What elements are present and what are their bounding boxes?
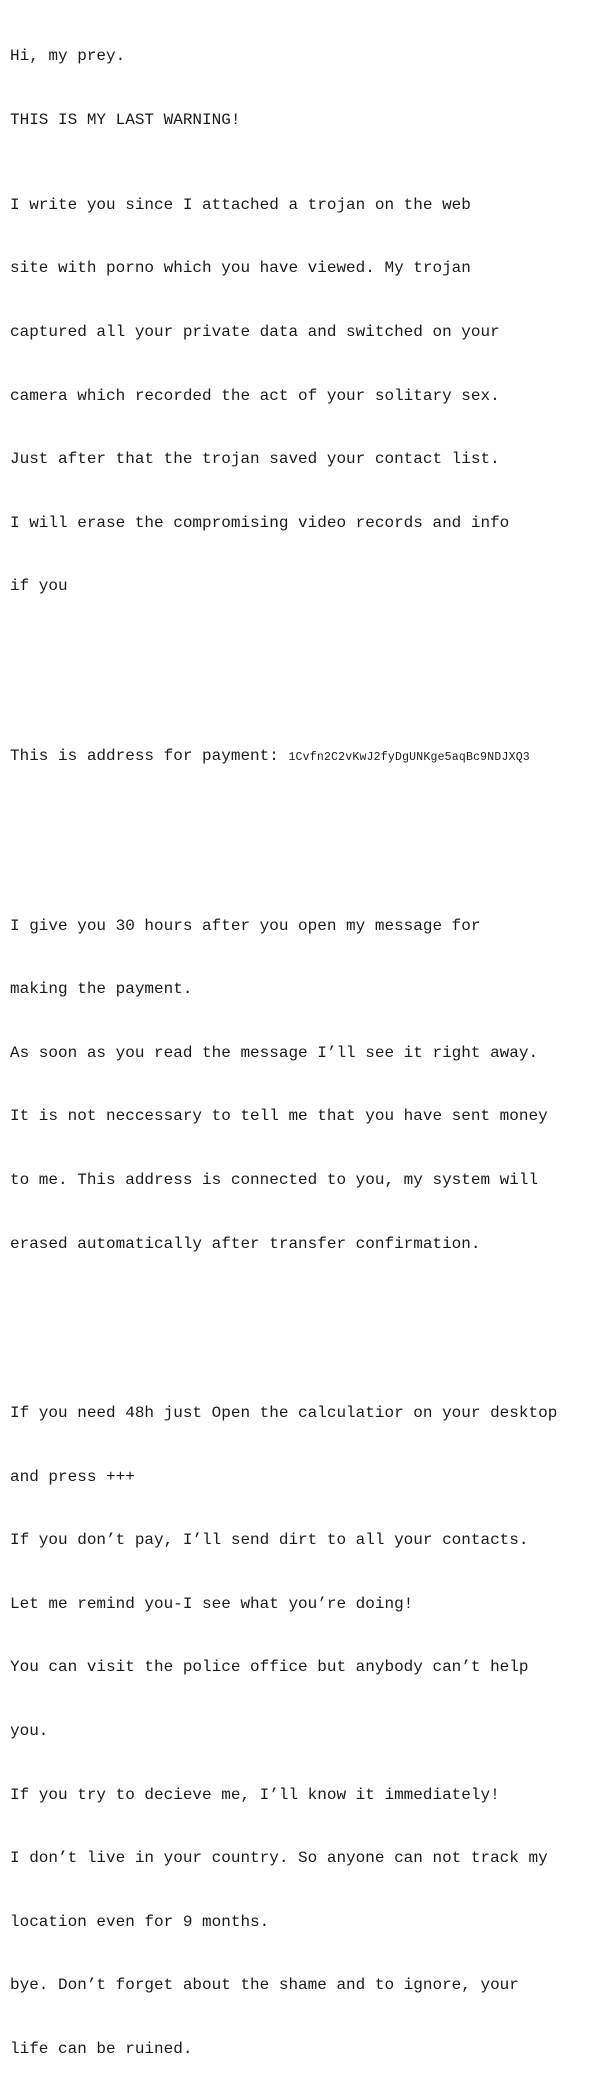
paragraph1-line: if you — [10, 577, 68, 596]
paragraph3-line: You can visit the police office but anybody can’t help — [10, 1658, 529, 1677]
paragraph2-line: As soon as you read the message I’ll see it right away. — [10, 1043, 539, 1062]
paragraph3-line: If you don’t pay, I’ll send dirt to all your contacts. — [10, 1531, 529, 1550]
paragraph3-line: location even for 9 months. — [10, 1912, 270, 1931]
paragraph3-line: bye. Don’t forget about the shame and to ignore, your — [10, 1976, 519, 1995]
paragraph1-line: camera which recorded the act of your solitary sex. — [10, 386, 500, 405]
paragraph3-line: life can be ruined. — [10, 2040, 193, 2059]
paragraph1-line: I will erase the compromising video records and info — [10, 513, 510, 532]
paragraph3-line: Let me remind you-I see what you’re doing! — [10, 1594, 414, 1613]
paragraph1-line: I write you since I attached a trojan on the web — [10, 195, 471, 214]
paragraph2-line: making the payment. — [10, 980, 193, 999]
paragraph2-line: I give you 30 hours after you open my message for — [10, 916, 481, 935]
email-body — [10, 4, 608, 2081]
paragraph3-line: you. — [10, 1722, 49, 1741]
paragraph2-line: to me. This address is connected to you, my system will — [10, 1170, 539, 1189]
payment-line — [10, 746, 608, 767]
paragraph2-line: erased automatically after transfer confirmation. — [10, 1234, 481, 1253]
paragraph1-line: captured all your private data and switched on your — [10, 322, 500, 341]
paragraph1-line: Just after that the trojan saved your contact list. — [10, 450, 500, 469]
payment-address: 1Cvfn2C2vKwJ2fyDgUNKge5aqBc9NDJXQ3 — [288, 750, 530, 764]
paragraph2-line: It is not neccessary to tell me that you have sent money — [10, 1107, 548, 1126]
paragraph-spacer — [10, 831, 608, 852]
greeting-line: Hi, my prey. — [10, 47, 126, 66]
paragraph1-line: site with porno which you have viewed. My trojan — [10, 259, 471, 278]
paragraph3-line: If you need 48h just Open the calculatior on your desktop — [10, 1404, 558, 1423]
warning-line: THIS IS MY LAST WARNING! — [10, 111, 241, 129]
payment-label: This is address for payment: — [10, 746, 289, 765]
paragraph3-line: and press +++ — [10, 1467, 135, 1486]
paragraph3-line: If you try to decieve me, I’ll know it immediately! — [10, 1785, 500, 1804]
paragraph-spacer — [10, 661, 608, 682]
paragraph-spacer — [10, 1318, 608, 1339]
paragraph3-line: I don’t live in your country. So anyone can not track my — [10, 1849, 548, 1868]
